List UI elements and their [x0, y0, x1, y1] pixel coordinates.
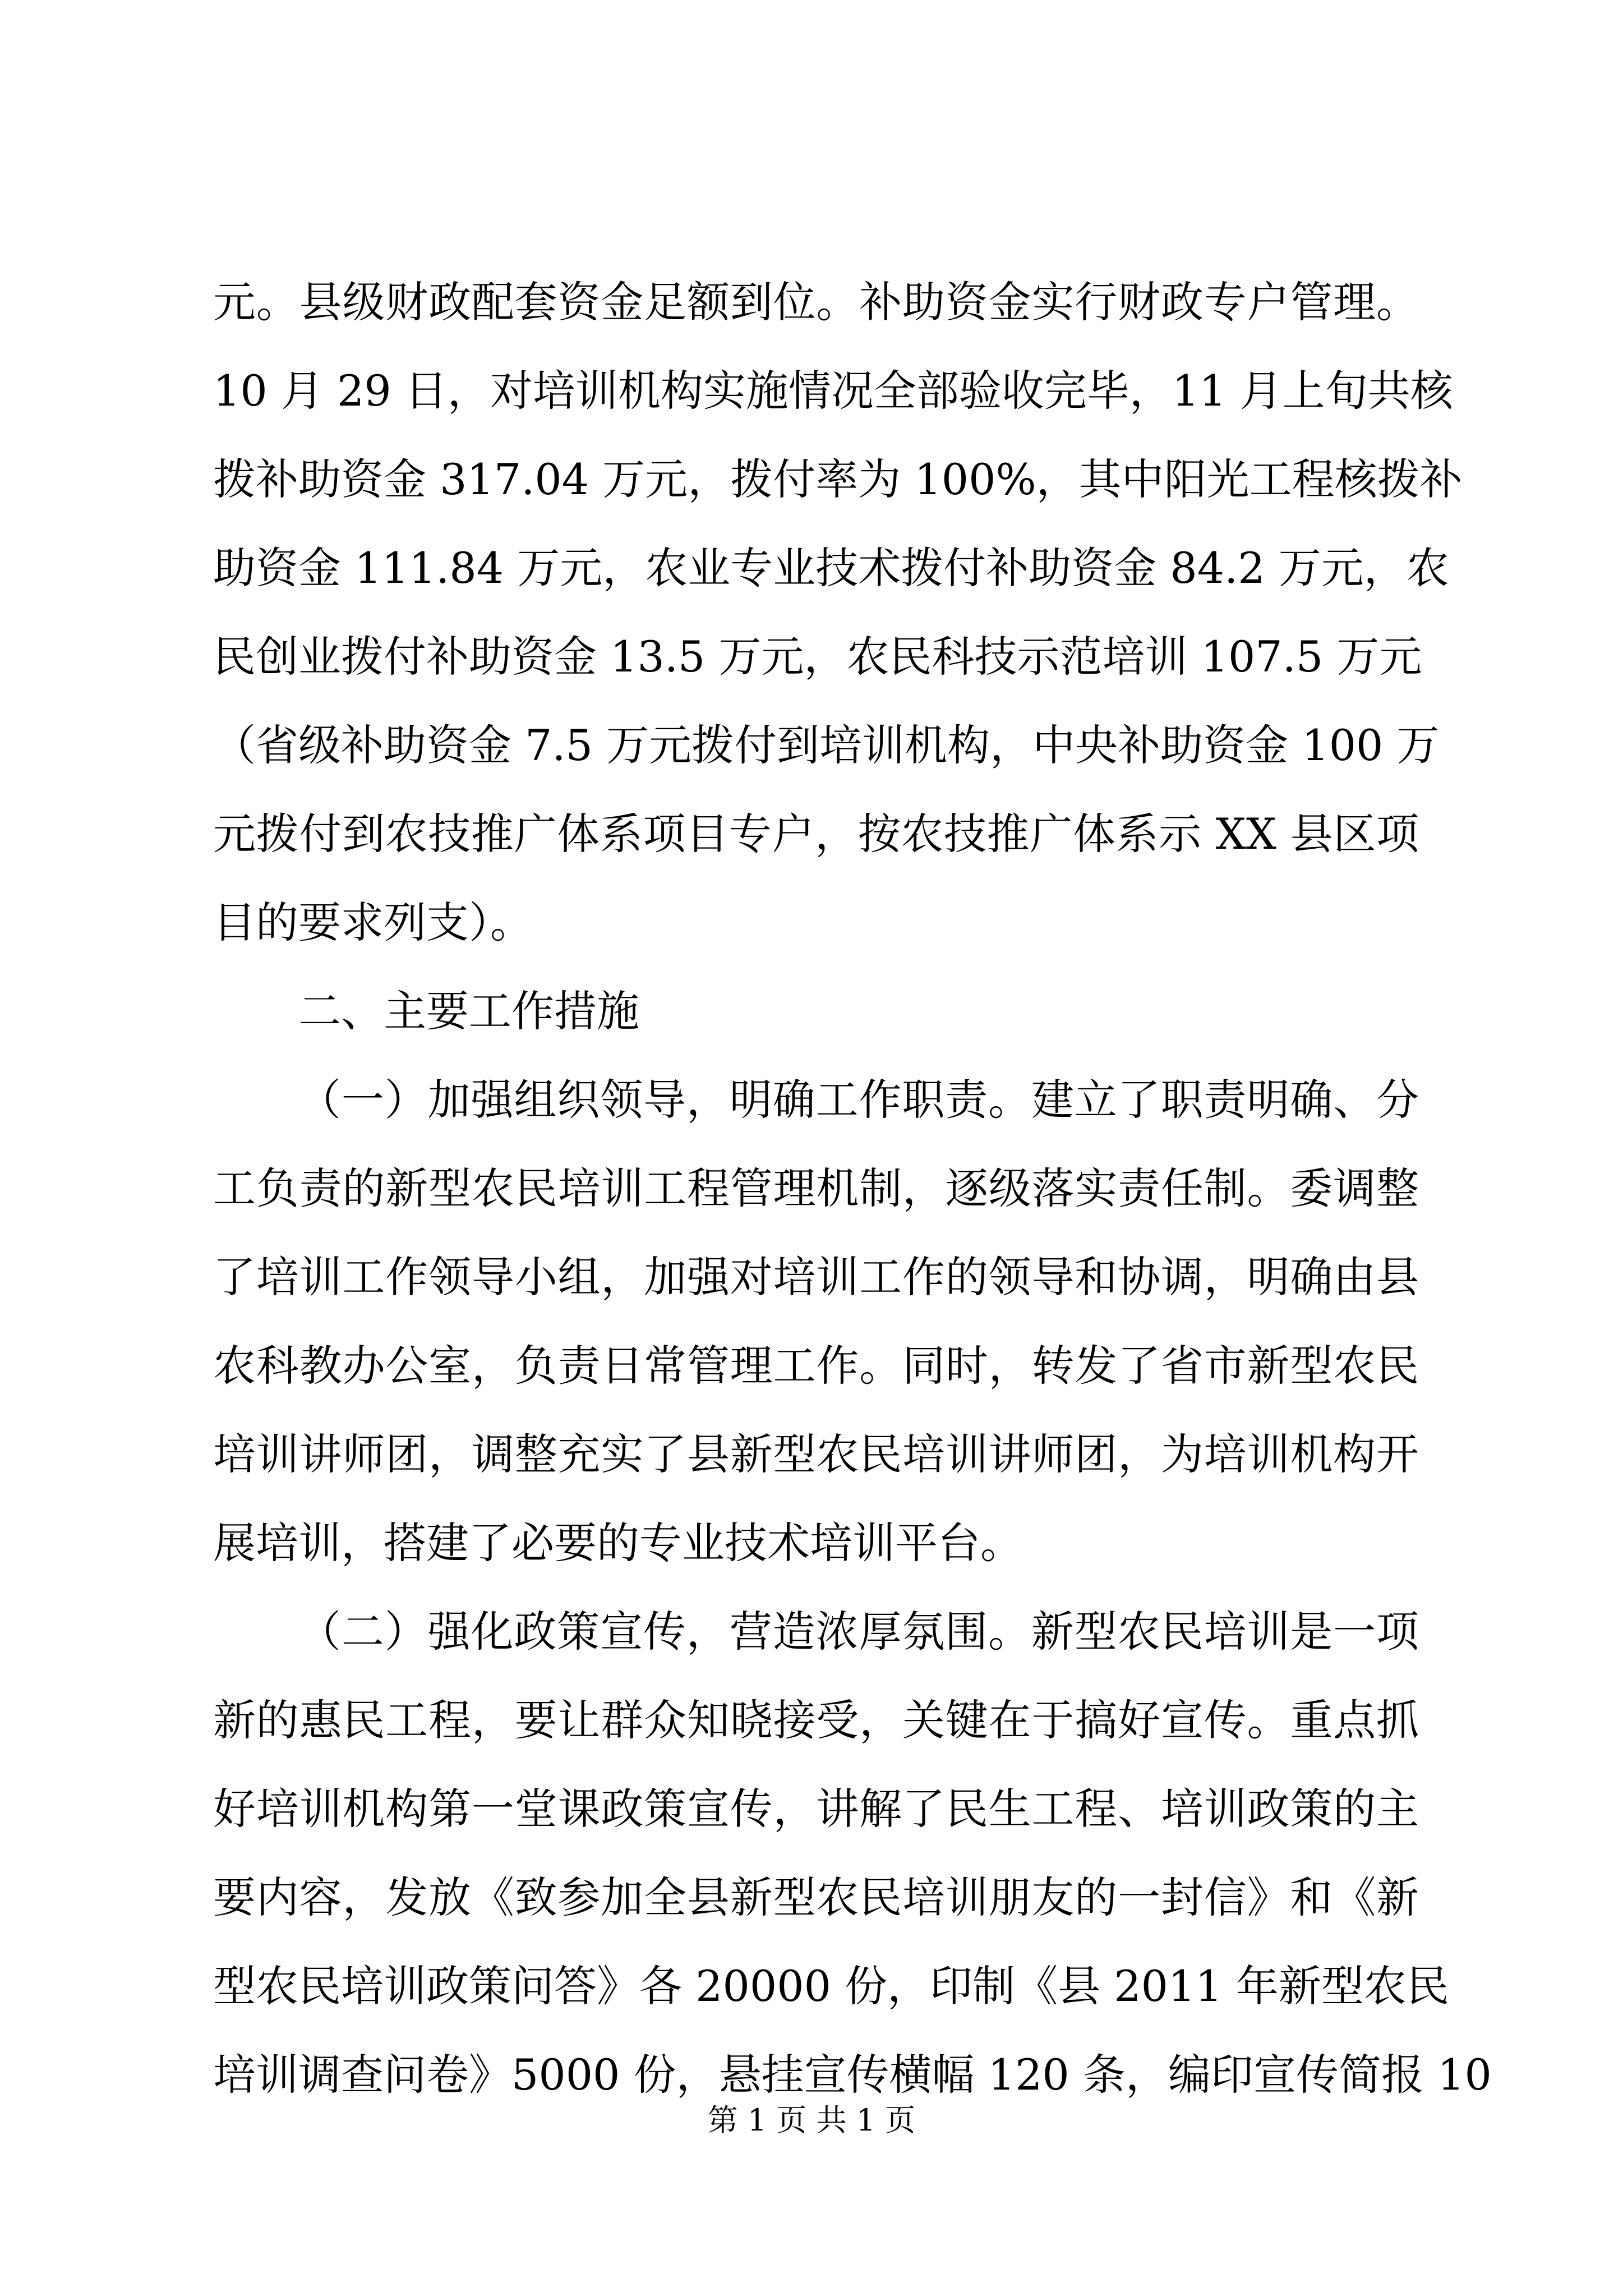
text-line: （省级补助资金 7.5 万元拨付到培训机构，中央补助资金 100 万	[213, 720, 1440, 770]
text-line: 了培训工作领导小组，加强对培训工作的领导和协调，明确由县	[213, 1252, 1419, 1302]
text-line: 拨补助资金 317.04 万元，拨付率为 100%，其中阳光工程核拨补	[213, 454, 1463, 504]
text-line: 型农民培训政策问答》各 20000 份，印制《县 2011 年新型农民	[213, 1961, 1449, 2011]
text-line: 民创业拨付补助资金 13.5 万元，农民科技示范培训 107.5 万元	[213, 632, 1422, 682]
section-heading: 二、主要工作措施	[298, 986, 639, 1036]
text-line: 目的要求列支）。	[213, 898, 533, 947]
document-body	[213, 258, 1492, 2119]
text-line: 元拨付到农技推广体系项目专户，按农技推广体系示 XX 县区项	[213, 809, 1419, 859]
text-line: 元。县级财政配套资金足额到位。补助资金实行财政专户管理。	[213, 277, 1419, 327]
paragraph-first-line: （一）加强组织领导，明确工作职责。建立了职责明确、分	[298, 1075, 1419, 1125]
text-line: 培训调查问卷》5000 份，悬挂宣传横幅 120 条，编印宣传简报 10	[213, 2050, 1492, 2100]
paragraph-first-line: （二）强化政策宣传，营造浓厚氛围。新型农民培训是一项	[298, 1607, 1419, 1657]
text-line: 新的惠民工程，要让群众知晓接受，关键在于搞好宣传。重点抓	[213, 1695, 1419, 1745]
text-line: 10 月 29 日，对培训机构实施情况全部验收完毕，11 月上旬共核	[213, 366, 1453, 416]
text-line: 培训讲师团，调整充实了县新型农民培训讲师团，为培训机构开	[213, 1429, 1419, 1479]
text-line: 助资金 111.84 万元，农业专业技术拨付补助资金 84.2 万元，农	[213, 543, 1449, 593]
text-line: 工负责的新型农民培训工程管理机制，逐级落实责任制。委调整	[213, 1163, 1419, 1213]
text-line: 好培训机构第一堂课政策宣传，讲解了民生工程、培训政策的主	[213, 1784, 1419, 1834]
text-line: 农科教办公室，负责日常管理工作。同时，转发了省市新型农民	[213, 1341, 1419, 1391]
text-line: 要内容，发放《致参加全县新型农民培训朋友的一封信》和《新	[213, 1872, 1419, 1922]
text-line: 展培训，搭建了必要的专业技术培训平台。	[213, 1518, 1023, 1568]
page-footer: 第 1 页 共 1 页	[707, 2102, 916, 2138]
